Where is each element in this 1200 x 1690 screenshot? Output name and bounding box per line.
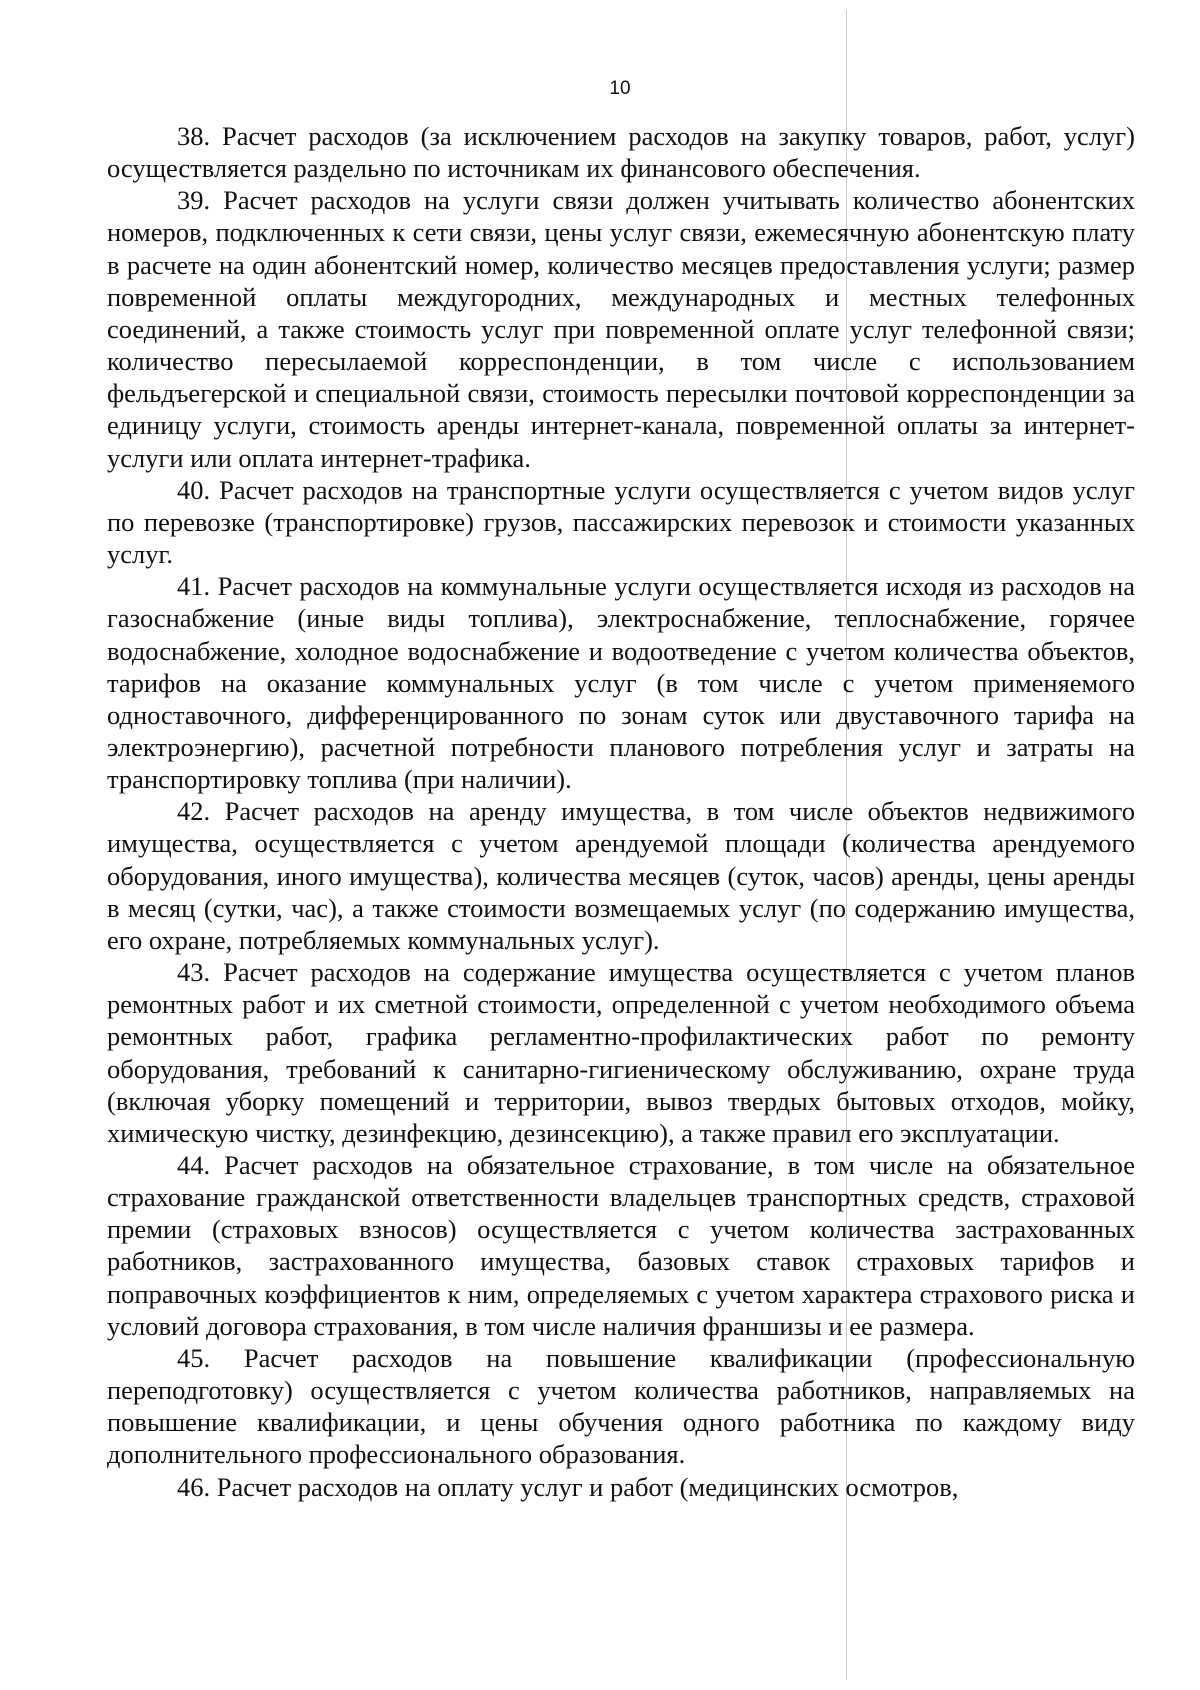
- paragraph-46: 46. Расчет расходов на оплату услуг и работ (медицинских осмотров,: [177, 1471, 959, 1502]
- paragraph-43: 43. Расчет расходов на содержание имущества осуществляется с учетом планов ремонтных работ и их сметной стоимости, определенной с учетом необходимого объема ремонтных работ, графика регламентно-профилактических работ по ремонту оборудования, требований к санитарно-гигиеническому обслуживанию, охране труда (включая уборку помещений и территории, вывоз твердых бытовых отходов, мойку, химическую чистку, дезинфекцию, дезинсекцию), а также правил его эксплуатации.: [107, 957, 1135, 1148]
- paragraph-44: 44. Расчет расходов на обязательное страхование, в том числе на обязательное страхование гражданской ответственности владельцев транспортных средств, страховой премии (страховых взносов) осуществляется с учетом количества застрахованных работников, застрахованного имущества, базовых ставок страховых тарифов и поправочных коэффициентов к ним, определяемых с учетом характера страхового риска и условий договора страхования, в том числе наличия франшизы и ее размера.: [107, 1150, 1135, 1341]
- document-body: [107, 120, 1135, 1503]
- page-number: 10: [609, 78, 631, 99]
- paragraph-38: 38. Расчет расходов (за исключением расходов на закупку товаров, работ, услуг) осуществляется раздельно по источникам их финансового обеспечения.: [107, 121, 1135, 184]
- paragraph-41: 41. Расчет расходов на коммунальные услуги осуществляется исходя из расходов на газоснабжение (иные виды топлива), электроснабжение, теплоснабжение, горячее водоснабжение, холодное водоснабжение и водоотведение с учетом количества объектов, тарифов на оказание коммунальных услуг (в том числе с учетом применяемого одноставочного, дифференцированного по зонам суток или двуставочного тарифа на электроэнергию), расчетной потребности планового потребления услуг и затраты на транспортировку топлива (при наличии).: [107, 571, 1135, 795]
- paragraph-39: 39. Расчет расходов на услуги связи должен учитывать количество абонентских номеров, подключенных к сети связи, цены услуг связи, ежемесячную абонентскую плату в расчете на один абонентский номер, количество месяцев предоставления услуги; размер повременной оплаты междугородних, международных и местных телефонных соединений, а также стоимость услуг при повременной оплате услуг телефонной связи; количество пересылаемой корреспонденции, в том числе с использованием фельдъегерской и специальной связи, стоимость пересылки почтовой корреспонденции за единицу услуги, стоимость аренды интернет-канала, повременной оплаты за интернет-услуги или оплата интернет-трафика.: [107, 185, 1135, 473]
- paragraph-45: 45. Расчет расходов на повышение квалификации (профессиональную переподготовку) осуществляется с учетом количества работников, направляемых на повышение квалификации, и цены обучения одного работника по каждому виду дополнительного профессионального образования.: [107, 1342, 1135, 1470]
- paragraph-42: 42. Расчет расходов на аренду имущества, в том числе объектов недвижимого имущества, осуществляется с учетом арендуемой площади (количества арендуемого оборудования, иного имущества), количества месяцев (суток, часов) аренды, цены аренды в месяц (сутки, час), а также стоимости возмещаемых услуг (по содержанию имущества, его охране, потребляемых коммунальных услуг).: [107, 796, 1135, 955]
- paragraph-40: 40. Расчет расходов на транспортные услуги осуществляется с учетом видов услуг по перевозке (транспортировке) грузов, пассажирских перевозок и стоимости указанных услуг.: [107, 474, 1135, 570]
